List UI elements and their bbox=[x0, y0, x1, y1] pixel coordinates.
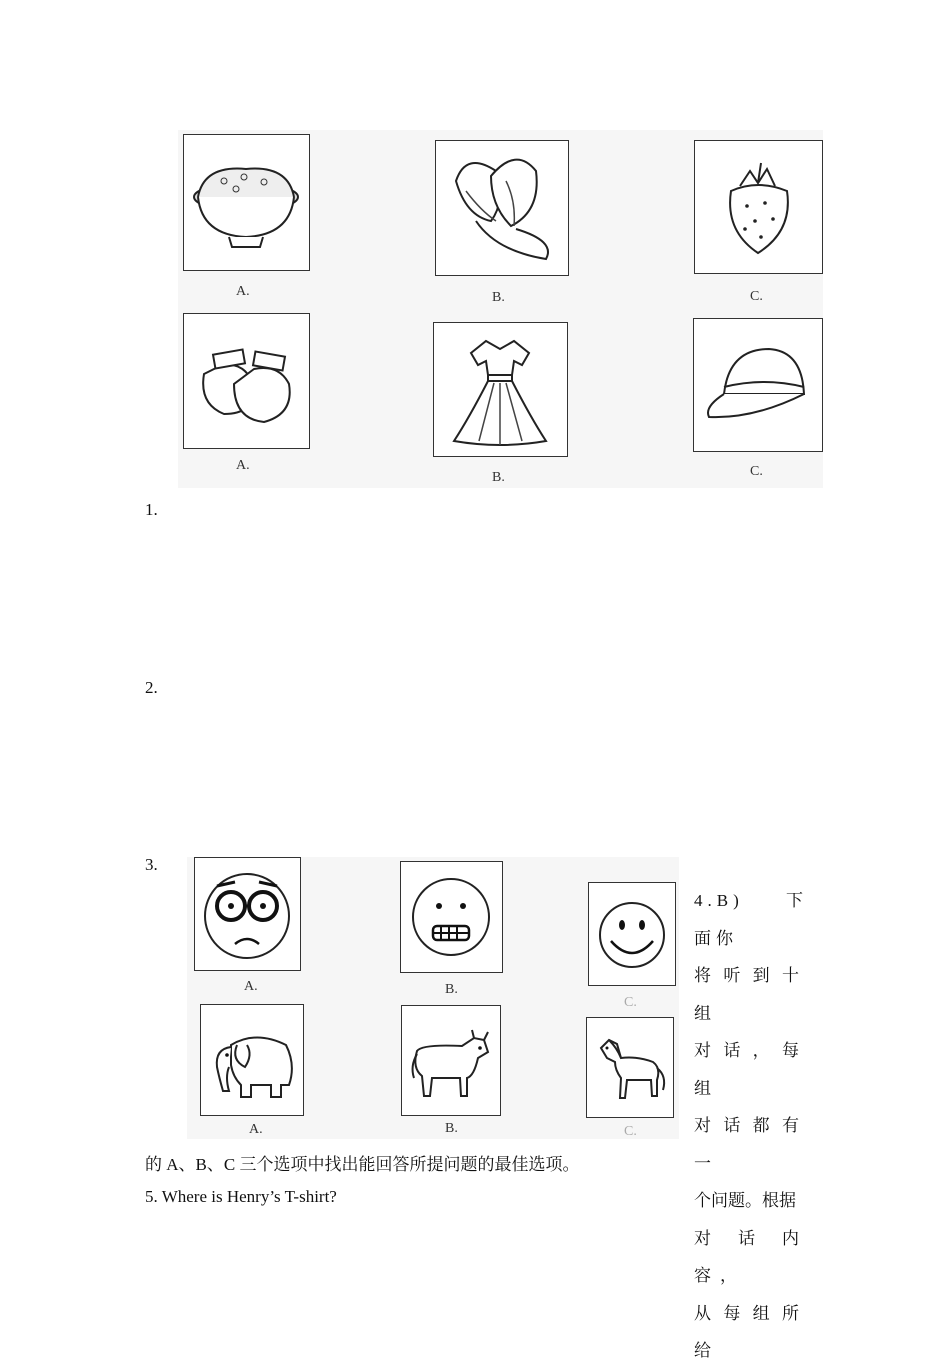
option-label-a: A. bbox=[244, 979, 258, 994]
instruction-line: 4.B) 下面你 bbox=[694, 891, 808, 948]
horse-picture bbox=[586, 1017, 674, 1118]
cow-picture bbox=[401, 1005, 501, 1116]
instruction-line: 从每组所给 bbox=[694, 1303, 808, 1360]
instruction-line: 将听到十组 bbox=[694, 966, 808, 1023]
instruction-line: 个问题。根据 bbox=[694, 1191, 796, 1210]
scared-face-picture bbox=[400, 861, 503, 973]
option-label-c: C. bbox=[624, 1124, 637, 1139]
question-5-text: 5. Where is Henry’s T-shirt? bbox=[145, 1187, 337, 1206]
option-label-c: C. bbox=[750, 289, 763, 304]
question-3-number: 3. bbox=[145, 855, 158, 874]
elephant-picture bbox=[200, 1004, 304, 1116]
question-2-number: 2. bbox=[145, 678, 158, 697]
option-label-c: C. bbox=[624, 995, 637, 1010]
instruction-line: 对话，每组 bbox=[694, 1041, 808, 1098]
option-label-b: B. bbox=[492, 290, 505, 305]
option-label-a: A. bbox=[249, 1122, 263, 1137]
option-label-b: B. bbox=[445, 1121, 458, 1136]
question-1-number: 1. bbox=[145, 500, 158, 519]
section-b-instructions-side bbox=[694, 882, 808, 1370]
dress-picture bbox=[433, 322, 568, 457]
option-label-a: A. bbox=[236, 458, 250, 473]
rice-bowl-picture bbox=[183, 134, 310, 271]
mittens-picture bbox=[183, 313, 310, 449]
worried-face-with-glasses-picture bbox=[194, 857, 301, 971]
option-label-a: A. bbox=[236, 284, 250, 299]
strawberry-picture bbox=[694, 140, 823, 274]
option-label-b: B. bbox=[492, 470, 505, 485]
option-label-b: B. bbox=[445, 982, 458, 997]
cap-picture bbox=[693, 318, 823, 452]
instruction-line: 对话内容， bbox=[694, 1228, 808, 1285]
smiling-face-picture bbox=[588, 882, 676, 986]
section-b-instructions-continuation: 的 A、B、C 三个选项中找出能回答所提问题的最佳选项。 bbox=[145, 1155, 580, 1174]
cabbage-picture bbox=[435, 140, 569, 276]
instruction-line: 对话都有一 bbox=[694, 1116, 808, 1173]
option-label-c: C. bbox=[750, 464, 763, 479]
